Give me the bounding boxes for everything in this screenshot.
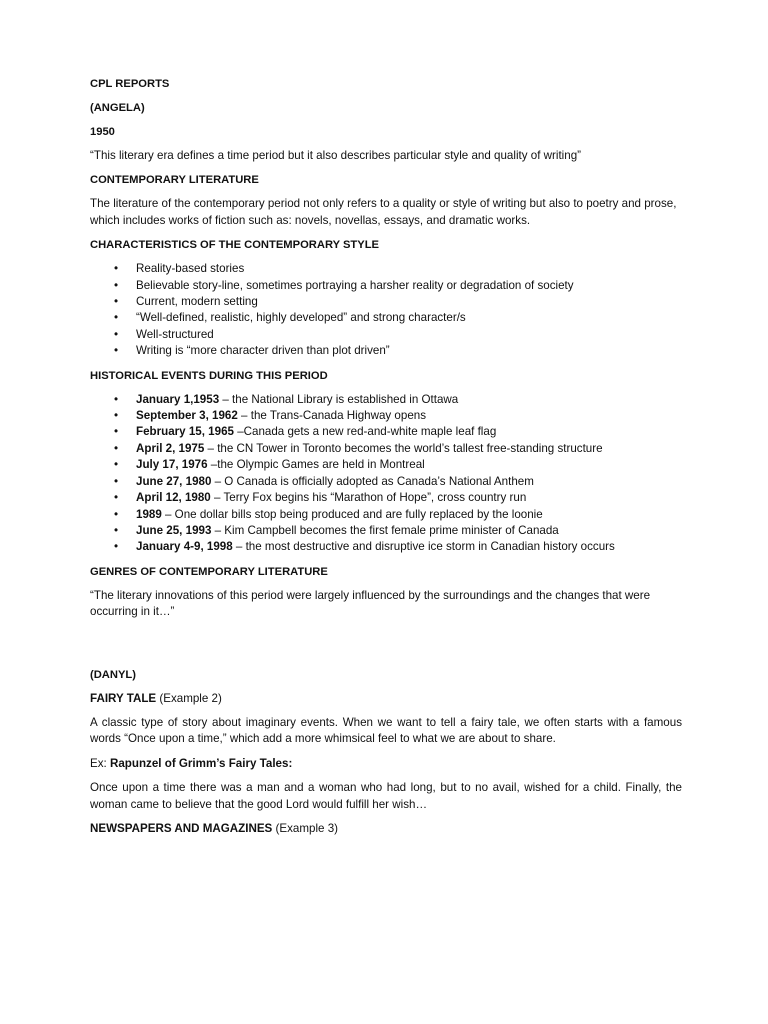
bullet-icon: • [114, 327, 119, 341]
event-date: January 4-9, 1998 [136, 540, 233, 554]
fairy-tale-ex-line [90, 756, 682, 772]
bullet-icon: • [114, 295, 119, 309]
events-heading-block [90, 368, 682, 384]
list-item [90, 539, 682, 555]
list-item [90, 294, 682, 310]
author-danyl-block [90, 667, 682, 683]
list-item [90, 310, 682, 326]
bullet-icon: • [114, 344, 119, 358]
event-date: 1989 [136, 507, 162, 521]
newspapers-heading-line [90, 821, 682, 837]
ex-title: Rapunzel of Grimm’s Fairy Tales: [109, 756, 293, 770]
intro-quote: “This literary era defines a time period but it also describes particular style and quality of writing” [90, 149, 582, 162]
events-list [90, 392, 682, 556]
event-date: April 12, 1980 [136, 491, 211, 505]
bullet-icon: • [114, 540, 119, 554]
event-text: – O Canada is officially adopted as Canada’s National Anthem [211, 474, 534, 488]
contemporary-text: The literature of the contemporary period not only refers to a quality or style of writing but also to poetry and prose, which includes works of fiction such as: novels, novellas, essays, and dramatic works. [90, 197, 677, 227]
fairy-tale-ex-block [90, 756, 682, 772]
contemporary-heading: CONTEMPORARY LITERATURE [90, 174, 259, 187]
fairy-tale-excerpt-block [90, 780, 682, 813]
list-item [90, 261, 682, 277]
event-text: – the Trans-Canada Highway opens [237, 409, 427, 423]
year-block [90, 124, 682, 140]
author-angela-block [90, 100, 682, 116]
bullet-icon: • [114, 523, 119, 537]
characteristic-text: Writing is “more character driven than plot driven” [136, 344, 390, 358]
characteristic-text: Well-structured [136, 327, 214, 341]
event-text: – Terry Fox begins his “Marathon of Hope”, cross country run [210, 491, 527, 505]
bullet-icon: • [114, 491, 119, 505]
event-text: –Canada gets a new red-and-white maple leaf flag [233, 425, 497, 439]
intro-quote-block [90, 148, 682, 164]
characteristics-heading: CHARACTERISTICS OF THE CONTEMPORARY STYLE [90, 239, 380, 252]
bullet-icon: • [114, 474, 119, 488]
bullet-icon: • [114, 262, 119, 276]
author-angela: (ANGELA) [90, 102, 145, 114]
fairy-tale-heading-block [90, 691, 682, 707]
report-title: CPL REPORTS [90, 78, 170, 90]
event-date: April 2, 1975 [136, 441, 205, 455]
event-text: – the most destructive and disruptive ice storm in Canadian history occurs [232, 540, 615, 554]
event-date: June 27, 1980 [136, 474, 212, 488]
newspapers-heading-block [90, 821, 682, 837]
fairy-tale-text: A classic type of story about imaginary events. When we want to tell a fairy tale, we often starts with a famous words “Once upon a time,” which add a more whimsical feel to what we are about to share. [90, 715, 682, 746]
section-spacer [90, 629, 682, 667]
characteristic-text: Believable story-line, sometimes portraying a harsher reality or degradation of society [136, 278, 574, 292]
bullet-icon: • [114, 441, 119, 455]
bullet-icon: • [114, 409, 119, 423]
year-heading: 1950 [90, 126, 115, 138]
event-date: January 1,1953 [136, 392, 220, 406]
fairy-tale-heading: FAIRY TALE [90, 691, 157, 705]
event-date: September 3, 1962 [136, 409, 238, 423]
event-text: – Kim Campbell becomes the first female prime minister of Canada [211, 523, 559, 537]
contemporary-heading-block [90, 172, 682, 188]
event-date: July 17, 1976 [136, 458, 208, 472]
bullet-icon: • [114, 458, 119, 472]
fairy-tale-text-block [90, 715, 682, 748]
newspapers-heading: NEWSPAPERS AND MAGAZINES [90, 821, 273, 835]
characteristics-list [90, 261, 682, 359]
bullet-icon: • [114, 278, 119, 292]
list-item [90, 343, 682, 359]
document-page [90, 76, 682, 845]
newspapers-example-label: (Example 3) [272, 821, 339, 835]
event-date: February 15, 1965 [136, 425, 234, 439]
report-title-block [90, 76, 682, 92]
characteristics-list-block [90, 261, 682, 359]
genres-heading-block [90, 564, 682, 580]
bullet-icon: • [114, 507, 119, 521]
list-item [90, 278, 682, 294]
list-item [90, 457, 682, 473]
bullet-icon: • [114, 392, 119, 406]
list-item [90, 523, 682, 539]
list-item [90, 507, 682, 523]
event-date: June 25, 1993 [136, 523, 212, 537]
event-text: – One dollar bills stop being produced and are fully replaced by the loonie [161, 507, 543, 521]
list-item [90, 327, 682, 343]
list-item [90, 474, 682, 490]
ex-label: Ex: [90, 756, 110, 770]
genres-quote: “The literary innovations of this period were largely influenced by the surroundings and the changes that were occurring in it…” [90, 588, 651, 619]
event-text: –the Olympic Games are held in Montreal [207, 458, 425, 472]
list-item [90, 424, 682, 440]
event-text: – the CN Tower in Toronto becomes the world’s tallest free-standing structure [204, 441, 603, 455]
events-list-block [90, 392, 682, 556]
genres-quote-block [90, 588, 682, 621]
bullet-icon: • [114, 425, 119, 439]
characteristics-heading-block [90, 237, 682, 253]
list-item [90, 441, 682, 457]
list-item [90, 408, 682, 424]
fairy-tale-example-label: (Example 2) [156, 691, 222, 705]
list-item [90, 392, 682, 408]
events-heading: HISTORICAL EVENTS DURING THIS PERIOD [90, 369, 328, 382]
genres-heading: GENRES OF CONTEMPORARY LITERATURE [90, 565, 328, 578]
fairy-tale-excerpt: Once upon a time there was a man and a woman who had long, but to no avail, wished for a child. Finally, the woman came to believe that the good Lord would fulfill her wish… [90, 781, 682, 811]
event-text: – the National Library is established in Ottawa [219, 392, 459, 406]
bullet-icon: • [114, 311, 119, 325]
author-danyl: (DANYL) [90, 668, 136, 681]
fairy-tale-heading-line [90, 691, 682, 707]
list-item [90, 490, 682, 506]
characteristic-text: Current, modern setting [136, 295, 258, 309]
contemporary-text-block [90, 196, 682, 229]
characteristic-text: “Well-defined, realistic, highly developed” and strong character/s [136, 311, 466, 325]
characteristic-text: Reality-based stories [136, 262, 245, 276]
